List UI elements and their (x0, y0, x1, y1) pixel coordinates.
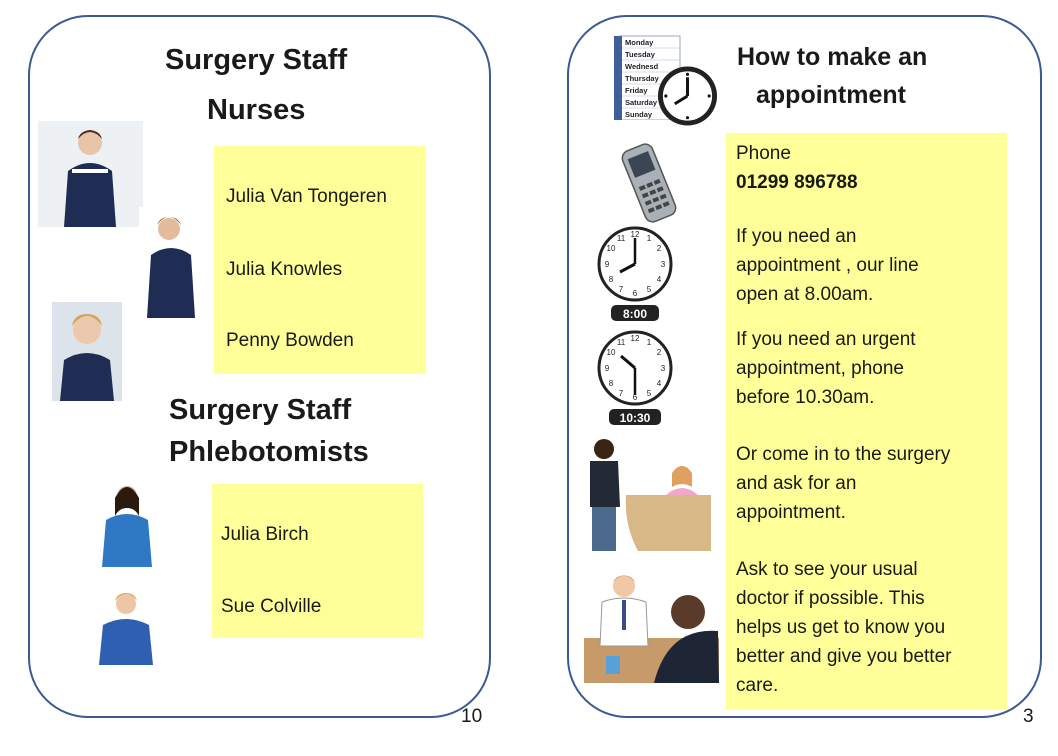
phlebotomist-name: Julia Birch (221, 524, 309, 545)
nurses-heading-line-1: Surgery Staff (165, 44, 348, 76)
svg-text:7: 7 (618, 285, 624, 294)
svg-text:5: 5 (646, 389, 652, 398)
svg-text:11: 11 (616, 338, 626, 347)
svg-text:2: 2 (656, 244, 662, 253)
paragraph-urgent-appointment (736, 325, 998, 412)
svg-text:2: 2 (656, 348, 662, 357)
nurse-photo (38, 121, 143, 227)
svg-text:8: 8 (608, 275, 614, 284)
svg-text:8: 8 (608, 379, 614, 388)
phlebotomist-name: Sue Colville (221, 596, 322, 617)
svg-text:12: 12 (630, 334, 640, 343)
svg-text:4: 4 (656, 275, 662, 284)
reception-desk-photo (586, 435, 711, 551)
nurse-name: Penny Bowden (226, 330, 354, 351)
text-line: appointment , our line (736, 255, 919, 276)
text-line: appointment. (736, 502, 846, 523)
nurse-name: Julia Knowles (226, 259, 343, 280)
doctor-consultation-photo (584, 568, 719, 683)
nurses-heading-line-2: Nurses (207, 94, 306, 126)
text-line: better and give you better (736, 646, 952, 667)
appointment-title-line-2: appointment (756, 81, 906, 109)
svg-text:9: 9 (604, 260, 610, 269)
text-line: helps us get to know you (736, 617, 946, 638)
nurse-name: Julia Van Tongeren (226, 186, 387, 207)
svg-text:4: 4 (656, 379, 662, 388)
text-line: Ask to see your usual (736, 559, 918, 580)
nurse-photo (52, 302, 122, 401)
phlebotomists-names-box (212, 484, 423, 638)
text-line: before 10.30am. (736, 387, 875, 408)
svg-text:9: 9 (604, 364, 610, 373)
wall-clock-icon (656, 64, 719, 128)
phlebotomists-heading-line-1: Surgery Staff (169, 394, 352, 426)
calendar-day-label: Saturday (625, 98, 658, 107)
text-line: Or come in to the surgery (736, 444, 951, 465)
svg-text:1: 1 (646, 338, 652, 347)
mobile-phone-icon (613, 143, 685, 223)
calendar-day-label: Friday (625, 86, 648, 95)
calendar-day-label: Sunday (625, 110, 653, 119)
calendar-day-label: Wednesd (625, 62, 659, 71)
svg-text:3: 3 (660, 260, 666, 269)
svg-text:12: 12 (630, 230, 640, 239)
clock-8-00-label: 8:00 (622, 307, 648, 321)
right-page-number: 3 (1023, 706, 1034, 727)
clock-8-00-icon (597, 226, 673, 322)
text-line: care. (736, 675, 779, 696)
svg-text:3: 3 (660, 364, 666, 373)
svg-text:5: 5 (646, 285, 652, 294)
appointment-title-line-1: How to make an (737, 43, 928, 71)
text-line: If you need an urgent (736, 329, 916, 350)
svg-text:7: 7 (618, 389, 624, 398)
svg-text:1: 1 (646, 234, 652, 243)
nurses-names-box (214, 146, 426, 374)
text-line: doctor if possible. This (736, 588, 925, 609)
paragraph-usual-doctor (736, 555, 998, 700)
calendar-day-label: Thursday (625, 74, 659, 83)
clock-10-30-label: 10:30 (619, 411, 651, 425)
paragraph-come-in (736, 440, 998, 527)
text-line: open at 8.00am. (736, 284, 874, 305)
text-line: If you need an (736, 226, 857, 247)
svg-text:10: 10 (606, 244, 616, 253)
phlebotomist-photo (93, 587, 160, 665)
svg-text:10: 10 (606, 348, 616, 357)
phone-number: 01299 896788 (736, 172, 858, 193)
paragraph-line-open-time (736, 222, 998, 309)
nurse-photo (139, 207, 203, 318)
calendar-day-label: Monday (625, 38, 654, 47)
phlebotomists-heading-line-2: Phlebotomists (169, 436, 369, 468)
svg-text:11: 11 (616, 234, 626, 243)
clock-10-30-icon (597, 330, 673, 426)
calendar-day-label: Tuesday (625, 50, 655, 59)
text-line: and ask for an (736, 473, 857, 494)
svg-text:6: 6 (632, 289, 638, 298)
left-page-number: 10 (461, 706, 483, 727)
phlebotomist-photo (98, 476, 156, 567)
svg-text:6: 6 (632, 393, 638, 402)
phone-label: Phone (736, 143, 791, 164)
appointment-info-box (726, 133, 1007, 710)
text-line: appointment, phone (736, 358, 904, 379)
